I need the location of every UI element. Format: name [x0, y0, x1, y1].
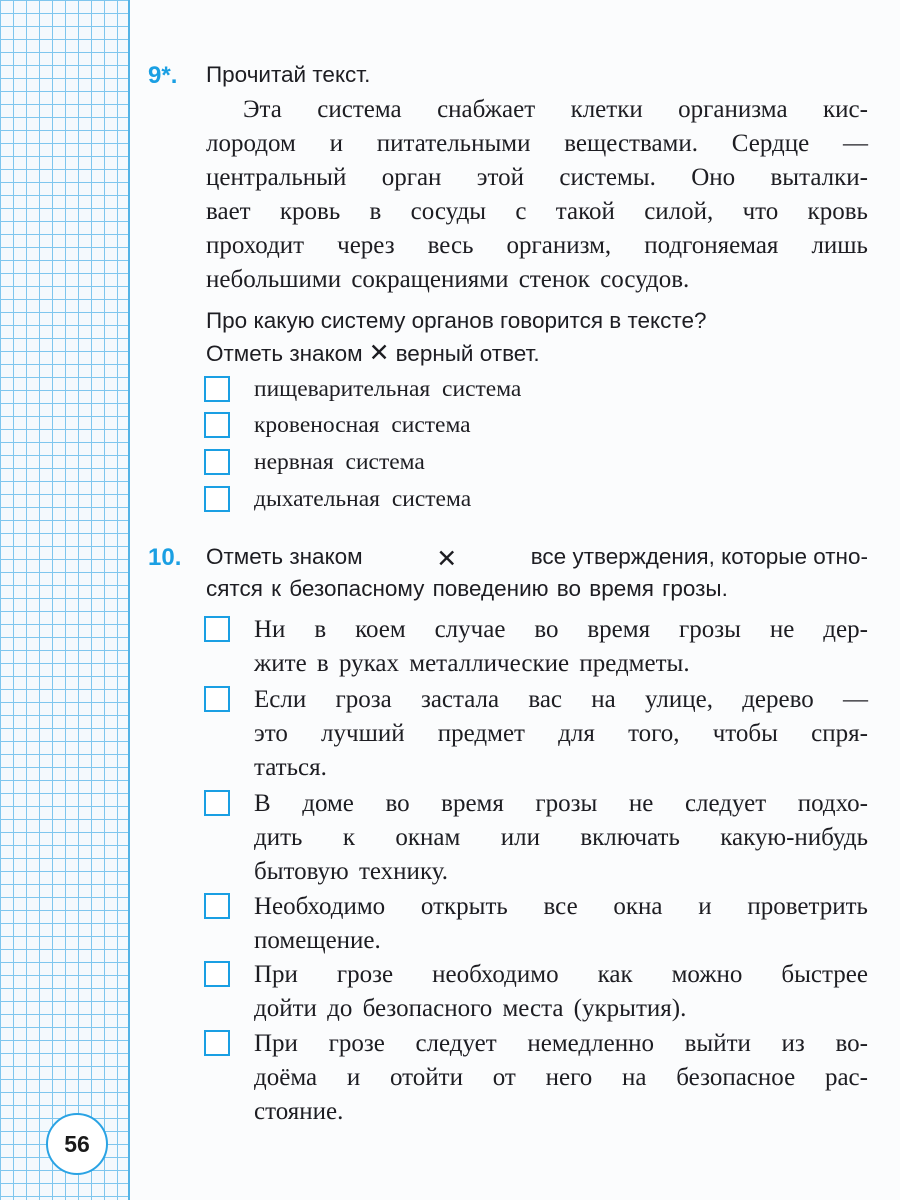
question-10-line-2: сятся к безопасному поведению во время грозы.: [206, 576, 728, 601]
q10-option-3-line-3: бытовую технику.: [254, 858, 448, 885]
word: в: [369, 198, 382, 225]
word: подхо-: [797, 790, 868, 817]
word: через: [337, 232, 395, 259]
q10-option-5-line-2: дойти до безопасного места (укрытия).: [254, 995, 687, 1022]
cross-mark-icon: ✕: [368, 339, 390, 367]
word: В: [254, 790, 271, 817]
word: выталки-: [770, 164, 868, 191]
word: Ни: [254, 616, 286, 643]
word: включать: [580, 824, 680, 851]
word: него: [545, 1064, 593, 1091]
question-10-line-1: [206, 544, 868, 574]
checkbox-q10-option-3[interactable]: [204, 790, 230, 816]
margin-border: [128, 0, 130, 1200]
word: открыть: [420, 893, 508, 920]
word: из: [781, 1030, 805, 1057]
word: время: [441, 790, 504, 817]
word: доме: [302, 790, 354, 817]
word: от: [492, 1064, 516, 1091]
word: как: [597, 961, 633, 988]
word: кровь: [807, 198, 868, 225]
word: случае: [434, 616, 506, 643]
q10-option-4-line-1: [254, 893, 868, 921]
q10-option-3-line-1: [254, 790, 868, 818]
word: окна: [613, 893, 663, 920]
word: клетки: [570, 96, 643, 123]
q10-option-2-line-3: таться.: [254, 754, 327, 781]
word: проветрить: [747, 893, 868, 920]
word: с: [515, 198, 527, 225]
word: коем: [355, 616, 406, 643]
word: снабжает: [437, 96, 536, 123]
word: дить: [254, 824, 303, 851]
word: Если: [254, 686, 307, 713]
word: Необходимо: [254, 893, 386, 920]
word: немедленно: [527, 1030, 654, 1057]
page-number: 56: [46, 1113, 108, 1175]
word: сосуды: [410, 198, 487, 225]
word: отойти: [390, 1064, 463, 1091]
word: что: [742, 198, 779, 225]
q10-option-3-line-2: [254, 824, 868, 852]
word: —: [842, 686, 868, 713]
word: или: [500, 824, 540, 851]
question-9-mark-instruction: [206, 338, 540, 368]
word: спря-: [811, 720, 868, 747]
word: грозе: [336, 961, 394, 988]
passage-line-2: [206, 130, 868, 158]
word: орган: [381, 164, 442, 191]
checkbox-q9-option-4[interactable]: [204, 486, 230, 512]
word: окнам: [395, 824, 461, 851]
checkbox-q10-option-6[interactable]: [204, 1030, 230, 1056]
checkbox-q10-option-1[interactable]: [204, 616, 230, 642]
q10-instruction-end: все утверждения, которые отно-: [530, 544, 868, 569]
checkbox-q9-option-3[interactable]: [204, 449, 230, 475]
word: на: [622, 1064, 647, 1091]
checkbox-q9-option-2[interactable]: [204, 412, 230, 438]
word: грозы: [535, 790, 598, 817]
question-9-prompt: Про какую систему органов говорится в тексте?: [206, 308, 707, 333]
q10-option-6-line-2: [254, 1064, 868, 1092]
word: вает: [206, 198, 251, 225]
word: быстрее: [781, 961, 868, 988]
word: организма: [678, 96, 788, 123]
word: в: [314, 616, 327, 643]
word: безопасное: [676, 1064, 796, 1091]
q10-option-2-line-1: [254, 686, 868, 714]
word: грозы: [679, 616, 741, 643]
word: Оно: [691, 164, 736, 191]
word: подгоняемая: [644, 232, 779, 259]
checkbox-q9-option-1[interactable]: [204, 376, 230, 402]
checkbox-q10-option-4[interactable]: [204, 893, 230, 919]
word: доёма: [254, 1064, 318, 1091]
word: улице,: [644, 686, 713, 713]
word: лучший: [321, 720, 405, 747]
passage-line-4: [206, 198, 868, 226]
mark-instruction-end: верный ответ.: [395, 341, 540, 366]
q10-option-1-line-1: [254, 616, 868, 644]
word: не: [628, 790, 654, 817]
word: это: [254, 720, 288, 747]
word: на: [591, 686, 616, 713]
word: вас: [528, 686, 563, 713]
word: При: [254, 1030, 298, 1057]
q9-option-3-label: нервная система: [254, 449, 425, 475]
word: во-: [835, 1030, 868, 1057]
word: При: [254, 961, 298, 988]
passage-line-5: [206, 232, 868, 260]
word: Эта: [243, 96, 282, 123]
word: застала: [420, 686, 500, 713]
word: следует: [684, 790, 767, 817]
word: и: [329, 130, 343, 157]
word: такой: [555, 198, 615, 225]
word: рас-: [824, 1064, 868, 1091]
word: и: [698, 893, 712, 920]
word: можно: [671, 961, 743, 988]
word: и: [346, 1064, 361, 1091]
mark-instruction-start: Отметь знаком: [206, 341, 363, 366]
q10-option-5-line-1: [254, 961, 868, 989]
word: кровь: [279, 198, 341, 225]
word: этой: [476, 164, 525, 191]
word: следует: [415, 1030, 497, 1057]
word: —: [842, 130, 868, 157]
word: весь: [427, 232, 474, 259]
word: Сердце: [731, 130, 810, 157]
word: система: [317, 96, 402, 123]
word: чтобы: [712, 720, 778, 747]
word: во: [534, 616, 559, 643]
passage-line-1: [243, 96, 868, 124]
word: дер-: [823, 616, 868, 643]
q10-option-6-line-3: стояние.: [254, 1098, 344, 1125]
q10-option-1-line-2: жите в руках металлические предметы.: [254, 650, 690, 677]
word: необходимо: [432, 961, 559, 988]
word: гроза: [335, 686, 392, 713]
grid-margin: [0, 0, 128, 1200]
word: лишь: [811, 232, 868, 259]
word: грозе: [328, 1030, 385, 1057]
word: какую-нибудь: [720, 824, 868, 851]
cross-mark-icon: ✕: [436, 545, 458, 573]
word: организм,: [506, 232, 612, 259]
word: все: [543, 893, 578, 920]
checkbox-q10-option-2[interactable]: [204, 686, 230, 712]
word: того,: [628, 720, 680, 747]
word: лородом: [206, 130, 296, 157]
word: веществами.: [564, 130, 698, 157]
q10-option-6-line-1: [254, 1030, 868, 1058]
checkbox-q10-option-5[interactable]: [204, 961, 230, 987]
word: питательными: [376, 130, 531, 157]
passage-line-6: небольшими сокращениями стенок сосудов.: [206, 266, 690, 293]
q10-option-2-line-2: [254, 720, 868, 748]
q10-option-4-line-2: помещение.: [254, 927, 381, 954]
q9-option-2-label: кровеносная система: [254, 412, 471, 438]
question-10-number: 10.: [148, 544, 182, 571]
question-9-number: 9*.: [148, 62, 178, 89]
word: предмет: [437, 720, 525, 747]
q10-instruction-start: Отметь знаком: [206, 544, 363, 569]
q9-option-1-label: пищеварительная система: [254, 376, 522, 402]
word: для: [558, 720, 595, 747]
word: дерево: [742, 686, 814, 713]
q9-option-4-label: дыхательная система: [254, 486, 472, 512]
word: не: [769, 616, 795, 643]
word: время: [587, 616, 651, 643]
word: к: [342, 824, 355, 851]
word: кис-: [822, 96, 868, 123]
word: во: [385, 790, 410, 817]
word: проходит: [206, 232, 305, 259]
word: центральный: [206, 164, 347, 191]
word: выйти: [684, 1030, 751, 1057]
word: силой,: [644, 198, 714, 225]
question-9-instruction: Прочитай текст.: [206, 62, 371, 87]
passage-line-3: [206, 164, 868, 192]
word: системы.: [559, 164, 656, 191]
